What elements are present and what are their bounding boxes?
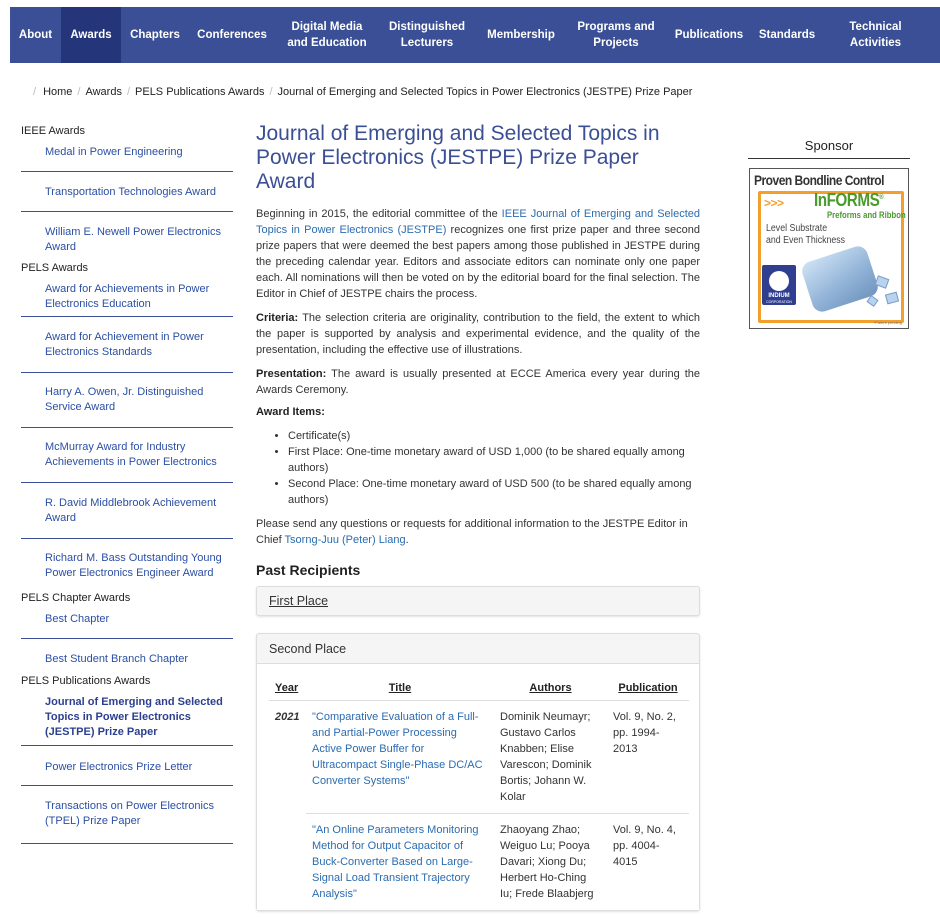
- cell-publication: Vol. 9, No. 4, pp. 4004-4015: [607, 814, 689, 911]
- criteria-paragraph: [256, 310, 700, 358]
- ad-registered-mark: ®: [879, 194, 884, 201]
- cell-year: [269, 814, 306, 911]
- column-header-title[interactable]: Title: [306, 676, 494, 701]
- ad-brand: [814, 190, 883, 211]
- sidebar-item-standards-award[interactable]: Award for Achievement in Power Electronics Standards: [21, 317, 233, 373]
- nav-about-label: About: [18, 29, 53, 41]
- breadcrumb-pels-publications-awards[interactable]: PELS Publications Awards: [135, 86, 265, 98]
- sidebar-item-jestpe-prize-paper[interactable]: Journal of Emerging and Selected Topics in Power Electronics (JESTPE) Prize Paper: [21, 695, 233, 746]
- breadcrumb-separator: /: [269, 86, 273, 98]
- breadcrumb-separator: /: [77, 86, 81, 98]
- nav-technical-activities[interactable]: [821, 7, 930, 63]
- cell-authors: Dominik Neumayr; Gustavo Carlos Knabben; Elise Varescon; Dominik Bortis; Johann W. Kolar: [500, 711, 592, 803]
- sidebar-item-bass-award[interactable]: Richard M. Bass Outstanding Young Power Electronics Engineer Award: [45, 552, 222, 579]
- presentation-label: Presentation:: [256, 368, 327, 380]
- list-item: • Certificate(s): [288, 428, 700, 444]
- breadcrumb: [33, 86, 692, 98]
- main-content: [256, 122, 700, 911]
- breadcrumb-awards[interactable]: Awards: [85, 86, 122, 98]
- nav-digital-media-line2: and Education: [287, 37, 367, 49]
- editor-in-chief-link[interactable]: Tsorng-Juu (Peter) Liang: [284, 534, 406, 546]
- sponsor-ad-banner[interactable]: [749, 168, 909, 329]
- nav-distinguished-lecturers-label: [389, 19, 465, 51]
- nav-distinguished-line2: Lecturers: [400, 37, 454, 49]
- nav-programs-line2: Projects: [593, 37, 639, 49]
- sidebar-item-medal-power-engineering[interactable]: Medal in Power Engineering: [21, 145, 233, 172]
- nav-programs-projects[interactable]: [567, 7, 665, 63]
- criteria-label: Criteria:: [256, 312, 299, 324]
- sidebar-item-middlebrook-award[interactable]: R. David Middlebrook Achievement Award: [21, 483, 233, 539]
- page-title: Journal of Emerging and Selected Topics in Power Electronics (JESTPE) Prize Paper Award: [256, 122, 660, 193]
- sidebar-group-pels-awards: PELS Awards: [21, 262, 89, 274]
- nav-standards[interactable]: [753, 7, 821, 63]
- table-row: [269, 814, 689, 911]
- first-place-panel[interactable]: [256, 586, 700, 616]
- list-item: • First Place: One-time monetary award of USD 1,000 (to be shared equally among authors): [288, 444, 700, 476]
- cell-authors: Zhaoyang Zhao; Weiguo Lu; Pooya Davari; Xiong Du; Herbert Ho-Ching Iu; Frede Blaabjerg: [494, 814, 607, 911]
- sidebar-item-education-award[interactable]: Award for Achievements in Power Electronics Education: [21, 282, 233, 317]
- column-header-authors[interactable]: Authors: [494, 676, 607, 701]
- nav-awards[interactable]: [61, 7, 121, 63]
- sidebar-item-owen-award[interactable]: Harry A. Owen, Jr. Distinguished Service Award: [21, 373, 233, 428]
- nav-technical-activities-label: [849, 19, 901, 51]
- sidebar-item-best-student-branch[interactable]: Best Student Branch Chapter: [45, 653, 189, 665]
- sidebar-group-publications-awards: PELS Publications Awards: [21, 675, 151, 687]
- nav-technical-line1: Technical: [849, 21, 902, 33]
- contact-period: .: [405, 534, 409, 546]
- sidebar-item-mcmurray-award[interactable]: McMurray Award for Industry Achievements in Power Electronics: [21, 428, 233, 483]
- nav-digital-media[interactable]: [275, 7, 379, 63]
- sidebar: [21, 124, 233, 844]
- presentation-text: The award is usually presented at ECCE America every year during the Awards Ceremony.: [256, 368, 700, 396]
- nav-awards-label: Awards: [70, 29, 112, 41]
- indium-logo-text: INDIUM: [768, 293, 790, 299]
- nav-publications[interactable]: [665, 7, 753, 63]
- sponsor-heading: Sponsor: [748, 138, 910, 159]
- breadcrumb-home[interactable]: Home: [43, 86, 73, 98]
- nav-programs-projects-label: [577, 19, 654, 51]
- nav-membership-label: Membership: [487, 29, 555, 41]
- ad-brand-name: InFORMS: [814, 190, 880, 210]
- breadcrumb-separator: /: [126, 86, 131, 98]
- indium-logo-dome: [769, 271, 789, 291]
- indium-logo-icon: [762, 265, 796, 305]
- past-recipients-heading: Past Recipients: [256, 562, 361, 578]
- intro-text-before: Beginning in 2015, the editorial committee of the: [256, 208, 502, 220]
- first-place-toggle[interactable]: First Place: [269, 594, 329, 608]
- nav-digital-media-line1: Digital Media: [291, 21, 363, 33]
- award-items-heading: Award Items:: [256, 406, 325, 418]
- list-item: • Second Place: One-time monetary award of USD 500 (to be shared equally among authors): [288, 476, 700, 508]
- ad-tagline-line1: Level Substrate: [766, 223, 828, 234]
- second-place-panel: [256, 633, 700, 911]
- sponsor-section: [748, 138, 910, 329]
- contact-text: Please send any questions or requests for additional information to the JESTPE Editor in Chief: [256, 518, 688, 546]
- sidebar-item-prize-letter[interactable]: Power Electronics Prize Letter: [21, 746, 233, 786]
- column-header-publication[interactable]: Publication: [607, 676, 689, 701]
- main-navigation: [10, 7, 940, 63]
- intro-paragraph: [256, 206, 700, 302]
- nav-standards-label: Standards: [758, 29, 816, 41]
- ad-arrows-icon: >>>: [764, 196, 784, 210]
- sidebar-group-chapter-awards: PELS Chapter Awards: [21, 592, 131, 604]
- sidebar-item-tpel-prize-paper[interactable]: Transactions on Power Electronics (TPEL) Prize Paper: [21, 786, 233, 844]
- nav-technical-line2: Activities: [849, 37, 902, 49]
- cell-title-link[interactable]: "Comparative Evaluation of a Full- and Partial-Power Processing Active Power Buffer for Ultracompact Single-Phase DC/AC Converter Systems": [312, 711, 483, 787]
- ad-tagline-line2: and Even Thickness: [766, 235, 846, 246]
- nav-programs-line1: Programs and: [577, 21, 655, 33]
- nav-chapters[interactable]: [121, 7, 189, 63]
- nav-about[interactable]: [10, 7, 61, 63]
- column-header-year[interactable]: Year: [269, 676, 306, 701]
- cell-year: 2021: [275, 711, 300, 723]
- cell-publication: Vol. 9, No. 2, pp. 1994-2013: [613, 711, 676, 755]
- criteria-text: The selection criteria are originality, contribution to the field, the extent to which the paper is supported by analysis and experimental evidence, and the quality of the presentation, including the effective use of illustrations.: [256, 312, 700, 356]
- nav-conferences[interactable]: [189, 7, 275, 63]
- cell-title-link[interactable]: "An Online Parameters Monitoring Method for Output Capacitor of Buck-Converter Based on Large-Signal Load Transient Trajectory Analysis": [306, 814, 494, 911]
- table-header-row: [269, 676, 689, 701]
- indium-logo-sub: CORPORATION: [766, 300, 792, 304]
- nav-membership[interactable]: [475, 7, 567, 63]
- nav-distinguished-lecturers[interactable]: [379, 7, 475, 63]
- nav-digital-media-label: [287, 19, 366, 51]
- sidebar-item-newell-award[interactable]: William E. Newell Power Electronics Award: [45, 226, 222, 253]
- sidebar-group-ieee-awards: IEEE Awards: [21, 125, 85, 137]
- breadcrumb-current: Journal of Emerging and Selected Topics in Power Electronics (JESTPE) Prize Paper: [277, 86, 693, 98]
- jestpe-journal-link[interactable]: IEEE Journal of Emerging and Selected Topics in Power Electronics (JESTPE): [256, 208, 700, 236]
- table-row: [269, 701, 689, 814]
- ad-fine-print: *Patent pending: [873, 320, 902, 325]
- nav-chapters-label: Chapters: [130, 29, 180, 41]
- ad-brand-sub: Preforms and Ribbon: [827, 210, 906, 220]
- presentation-paragraph: [256, 366, 700, 398]
- nav-conferences-label: Conferences: [197, 29, 267, 41]
- ad-headline: Proven Bondline Control: [754, 172, 884, 188]
- ad-tagline: [766, 223, 845, 247]
- nav-publications-label: Publications: [674, 29, 744, 41]
- second-place-toggle[interactable]: Second Place: [269, 642, 347, 656]
- recipients-table: [269, 676, 689, 910]
- breadcrumb-separator: /: [33, 86, 37, 98]
- contact-paragraph: [256, 516, 700, 548]
- sidebar-item-transportation-technologies[interactable]: Transportation Technologies Award: [21, 172, 233, 212]
- second-place-body: [257, 663, 699, 910]
- award-items-list: [288, 428, 700, 508]
- nav-distinguished-line1: Distinguished: [388, 21, 466, 33]
- sidebar-item-best-chapter[interactable]: Best Chapter: [21, 612, 233, 639]
- intro-text-after: recognizes one first prize paper and three second prize papers that were deemed the best papers among those published in JESTPE during the preceding calendar year. Editors and associate editors can nominate only one paper each. All nominations will then be voted on by the editorial board for the final selection. The Editor in Chief of JESTPE chairs the process.: [256, 224, 700, 300]
